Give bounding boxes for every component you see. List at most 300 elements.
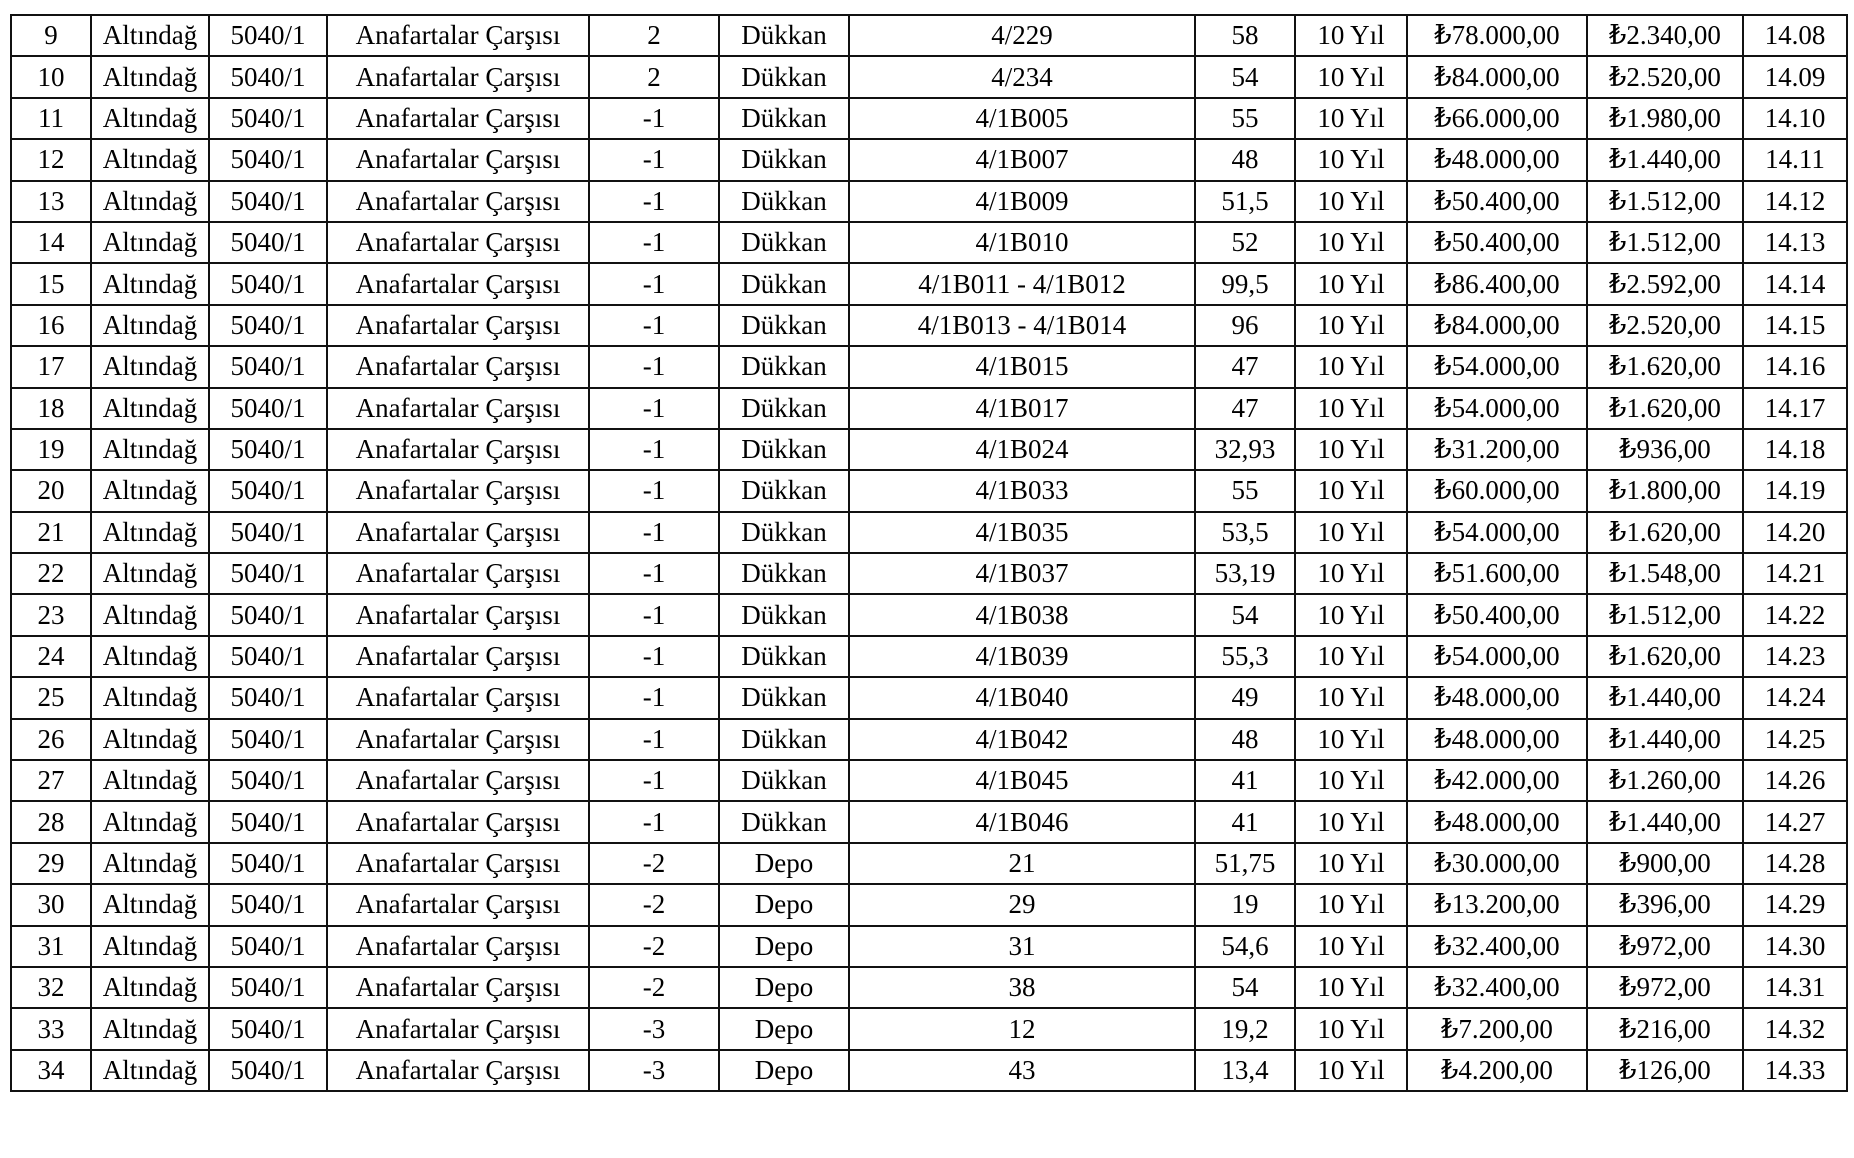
row-number-cell: 20: [11, 470, 91, 511]
annual-rent-cell: ₺84.000,00: [1407, 305, 1587, 346]
unit-number-cell: 4/1B037: [849, 553, 1195, 594]
location-cell: Anafartalar Çarşısı: [327, 1008, 589, 1049]
deposit-cell: ₺1.440,00: [1587, 677, 1743, 718]
floor-cell: -1: [589, 346, 719, 387]
type-cell: Depo: [719, 1050, 849, 1091]
item-number-cell: 14.25: [1743, 719, 1847, 760]
row-number-cell: 9: [11, 15, 91, 56]
parcel-cell: 5040/1: [209, 843, 327, 884]
unit-number-cell: 38: [849, 967, 1195, 1008]
parcel-cell: 5040/1: [209, 388, 327, 429]
area-cell: 53,19: [1195, 553, 1295, 594]
annual-rent-cell: ₺54.000,00: [1407, 512, 1587, 553]
deposit-cell: ₺900,00: [1587, 843, 1743, 884]
area-cell: 52: [1195, 222, 1295, 263]
parcel-cell: 5040/1: [209, 512, 327, 553]
deposit-cell: ₺216,00: [1587, 1008, 1743, 1049]
location-cell: Anafartalar Çarşısı: [327, 843, 589, 884]
unit-number-cell: 4/1B039: [849, 636, 1195, 677]
type-cell: Dükkan: [719, 98, 849, 139]
parcel-cell: 5040/1: [209, 470, 327, 511]
table-row: [11, 967, 1847, 1008]
annual-rent-cell: ₺54.000,00: [1407, 346, 1587, 387]
table-row: [11, 56, 1847, 97]
table-row: [11, 719, 1847, 760]
type-cell: Dükkan: [719, 263, 849, 304]
floor-cell: -1: [589, 263, 719, 304]
unit-number-cell: 4/1B045: [849, 760, 1195, 801]
unit-number-cell: 4/234: [849, 56, 1195, 97]
item-number-cell: 14.17: [1743, 388, 1847, 429]
table-row: [11, 263, 1847, 304]
unit-number-cell: 29: [849, 884, 1195, 925]
unit-number-cell: 4/1B009: [849, 181, 1195, 222]
deposit-cell: ₺1.512,00: [1587, 222, 1743, 263]
table-row: [11, 1050, 1847, 1091]
parcel-cell: 5040/1: [209, 139, 327, 180]
floor-cell: -1: [589, 677, 719, 718]
item-number-cell: 14.14: [1743, 263, 1847, 304]
location-cell: Anafartalar Çarşısı: [327, 305, 589, 346]
type-cell: Dükkan: [719, 594, 849, 635]
row-number-cell: 15: [11, 263, 91, 304]
row-number-cell: 22: [11, 553, 91, 594]
annual-rent-cell: ₺48.000,00: [1407, 801, 1587, 842]
deposit-cell: ₺126,00: [1587, 1050, 1743, 1091]
table-row: [11, 636, 1847, 677]
table-row: [11, 305, 1847, 346]
row-number-cell: 23: [11, 594, 91, 635]
location-cell: Anafartalar Çarşısı: [327, 56, 589, 97]
annual-rent-cell: ₺84.000,00: [1407, 56, 1587, 97]
annual-rent-cell: ₺51.600,00: [1407, 553, 1587, 594]
location-cell: Anafartalar Çarşısı: [327, 98, 589, 139]
deposit-cell: ₺1.512,00: [1587, 594, 1743, 635]
annual-rent-cell: ₺31.200,00: [1407, 429, 1587, 470]
parcel-cell: 5040/1: [209, 719, 327, 760]
term-cell: 10 Yıl: [1295, 470, 1407, 511]
unit-number-cell: 4/1B024: [849, 429, 1195, 470]
term-cell: 10 Yıl: [1295, 677, 1407, 718]
district-cell: Altındağ: [91, 926, 209, 967]
item-number-cell: 14.11: [1743, 139, 1847, 180]
item-number-cell: 14.27: [1743, 801, 1847, 842]
parcel-cell: 5040/1: [209, 636, 327, 677]
district-cell: Altındağ: [91, 56, 209, 97]
floor-cell: -2: [589, 926, 719, 967]
row-number-cell: 32: [11, 967, 91, 1008]
district-cell: Altındağ: [91, 594, 209, 635]
district-cell: Altındağ: [91, 884, 209, 925]
floor-cell: -2: [589, 884, 719, 925]
annual-rent-cell: ₺54.000,00: [1407, 388, 1587, 429]
deposit-cell: ₺1.980,00: [1587, 98, 1743, 139]
area-cell: 99,5: [1195, 263, 1295, 304]
deposit-cell: ₺1.440,00: [1587, 801, 1743, 842]
district-cell: Altındağ: [91, 305, 209, 346]
floor-cell: -2: [589, 843, 719, 884]
district-cell: Altındağ: [91, 429, 209, 470]
unit-number-cell: 4/1B038: [849, 594, 1195, 635]
type-cell: Dükkan: [719, 470, 849, 511]
annual-rent-cell: ₺7.200,00: [1407, 1008, 1587, 1049]
term-cell: 10 Yıl: [1295, 346, 1407, 387]
type-cell: Depo: [719, 1008, 849, 1049]
document-page: [10, 14, 1848, 1092]
area-cell: 54,6: [1195, 926, 1295, 967]
parcel-cell: 5040/1: [209, 967, 327, 1008]
district-cell: Altındağ: [91, 1008, 209, 1049]
item-number-cell: 14.29: [1743, 884, 1847, 925]
district-cell: Altındağ: [91, 139, 209, 180]
deposit-cell: ₺2.520,00: [1587, 56, 1743, 97]
table-row: [11, 181, 1847, 222]
district-cell: Altındağ: [91, 967, 209, 1008]
type-cell: Dükkan: [719, 346, 849, 387]
annual-rent-cell: ₺48.000,00: [1407, 677, 1587, 718]
term-cell: 10 Yıl: [1295, 388, 1407, 429]
location-cell: Anafartalar Çarşısı: [327, 15, 589, 56]
district-cell: Altındağ: [91, 222, 209, 263]
type-cell: Depo: [719, 884, 849, 925]
parcel-cell: 5040/1: [209, 181, 327, 222]
district-cell: Altındağ: [91, 470, 209, 511]
parcel-cell: 5040/1: [209, 429, 327, 470]
item-number-cell: 14.08: [1743, 15, 1847, 56]
type-cell: Dükkan: [719, 56, 849, 97]
table-row: [11, 15, 1847, 56]
parcel-cell: 5040/1: [209, 56, 327, 97]
area-cell: 54: [1195, 56, 1295, 97]
location-cell: Anafartalar Çarşısı: [327, 512, 589, 553]
parcel-cell: 5040/1: [209, 1050, 327, 1091]
term-cell: 10 Yıl: [1295, 553, 1407, 594]
floor-cell: -1: [589, 636, 719, 677]
unit-number-cell: 4/1B046: [849, 801, 1195, 842]
location-cell: Anafartalar Çarşısı: [327, 470, 589, 511]
floor-cell: -1: [589, 512, 719, 553]
type-cell: Depo: [719, 843, 849, 884]
area-cell: 58: [1195, 15, 1295, 56]
row-number-cell: 10: [11, 56, 91, 97]
term-cell: 10 Yıl: [1295, 926, 1407, 967]
unit-number-cell: 4/1B035: [849, 512, 1195, 553]
location-cell: Anafartalar Çarşısı: [327, 181, 589, 222]
type-cell: Dükkan: [719, 553, 849, 594]
deposit-cell: ₺1.620,00: [1587, 636, 1743, 677]
unit-number-cell: 4/1B017: [849, 388, 1195, 429]
type-cell: Dükkan: [719, 429, 849, 470]
location-cell: Anafartalar Çarşısı: [327, 553, 589, 594]
type-cell: Dükkan: [719, 139, 849, 180]
item-number-cell: 14.13: [1743, 222, 1847, 263]
item-number-cell: 14.10: [1743, 98, 1847, 139]
deposit-cell: ₺1.512,00: [1587, 181, 1743, 222]
table-row: [11, 388, 1847, 429]
floor-cell: -1: [589, 388, 719, 429]
district-cell: Altındağ: [91, 760, 209, 801]
annual-rent-cell: ₺30.000,00: [1407, 843, 1587, 884]
term-cell: 10 Yıl: [1295, 305, 1407, 346]
floor-cell: -1: [589, 98, 719, 139]
unit-number-cell: 4/1B042: [849, 719, 1195, 760]
table-body: [11, 15, 1847, 1091]
item-number-cell: 14.28: [1743, 843, 1847, 884]
location-cell: Anafartalar Çarşısı: [327, 594, 589, 635]
deposit-cell: ₺1.440,00: [1587, 719, 1743, 760]
deposit-cell: ₺1.800,00: [1587, 470, 1743, 511]
parcel-cell: 5040/1: [209, 15, 327, 56]
term-cell: 10 Yıl: [1295, 843, 1407, 884]
type-cell: Dükkan: [719, 677, 849, 718]
parcel-cell: 5040/1: [209, 346, 327, 387]
type-cell: Dükkan: [719, 719, 849, 760]
area-cell: 53,5: [1195, 512, 1295, 553]
district-cell: Altındağ: [91, 181, 209, 222]
parcel-cell: 5040/1: [209, 884, 327, 925]
parcel-cell: 5040/1: [209, 98, 327, 139]
item-number-cell: 14.31: [1743, 967, 1847, 1008]
area-cell: 55: [1195, 98, 1295, 139]
item-number-cell: 14.12: [1743, 181, 1847, 222]
area-cell: 96: [1195, 305, 1295, 346]
table-row: [11, 346, 1847, 387]
row-number-cell: 11: [11, 98, 91, 139]
term-cell: 10 Yıl: [1295, 181, 1407, 222]
floor-cell: -1: [589, 760, 719, 801]
row-number-cell: 28: [11, 801, 91, 842]
row-number-cell: 18: [11, 388, 91, 429]
annual-rent-cell: ₺48.000,00: [1407, 719, 1587, 760]
parcel-cell: 5040/1: [209, 760, 327, 801]
type-cell: Dükkan: [719, 181, 849, 222]
area-cell: 55,3: [1195, 636, 1295, 677]
area-cell: 51,5: [1195, 181, 1295, 222]
location-cell: Anafartalar Çarşısı: [327, 636, 589, 677]
term-cell: 10 Yıl: [1295, 139, 1407, 180]
unit-number-cell: 4/1B011 - 4/1B012: [849, 263, 1195, 304]
district-cell: Altındağ: [91, 719, 209, 760]
row-number-cell: 27: [11, 760, 91, 801]
district-cell: Altındağ: [91, 636, 209, 677]
item-number-cell: 14.24: [1743, 677, 1847, 718]
row-number-cell: 33: [11, 1008, 91, 1049]
item-number-cell: 14.15: [1743, 305, 1847, 346]
item-number-cell: 14.18: [1743, 429, 1847, 470]
deposit-cell: ₺2.340,00: [1587, 15, 1743, 56]
item-number-cell: 14.22: [1743, 594, 1847, 635]
term-cell: 10 Yıl: [1295, 636, 1407, 677]
rental-table: [10, 14, 1848, 1092]
location-cell: Anafartalar Çarşısı: [327, 926, 589, 967]
deposit-cell: ₺936,00: [1587, 429, 1743, 470]
unit-number-cell: 4/1B010: [849, 222, 1195, 263]
unit-number-cell: 4/229: [849, 15, 1195, 56]
district-cell: Altındağ: [91, 512, 209, 553]
term-cell: 10 Yıl: [1295, 967, 1407, 1008]
item-number-cell: 14.23: [1743, 636, 1847, 677]
row-number-cell: 24: [11, 636, 91, 677]
floor-cell: 2: [589, 15, 719, 56]
area-cell: 19,2: [1195, 1008, 1295, 1049]
table-row: [11, 760, 1847, 801]
location-cell: Anafartalar Çarşısı: [327, 719, 589, 760]
deposit-cell: ₺396,00: [1587, 884, 1743, 925]
unit-number-cell: 31: [849, 926, 1195, 967]
table-row: [11, 594, 1847, 635]
deposit-cell: ₺2.592,00: [1587, 263, 1743, 304]
type-cell: Dükkan: [719, 15, 849, 56]
deposit-cell: ₺1.440,00: [1587, 139, 1743, 180]
table-row: [11, 553, 1847, 594]
table-row: [11, 139, 1847, 180]
row-number-cell: 26: [11, 719, 91, 760]
row-number-cell: 13: [11, 181, 91, 222]
deposit-cell: ₺1.620,00: [1587, 388, 1743, 429]
unit-number-cell: 4/1B007: [849, 139, 1195, 180]
parcel-cell: 5040/1: [209, 926, 327, 967]
annual-rent-cell: ₺48.000,00: [1407, 139, 1587, 180]
annual-rent-cell: ₺50.400,00: [1407, 594, 1587, 635]
term-cell: 10 Yıl: [1295, 760, 1407, 801]
annual-rent-cell: ₺42.000,00: [1407, 760, 1587, 801]
district-cell: Altındağ: [91, 801, 209, 842]
area-cell: 49: [1195, 677, 1295, 718]
term-cell: 10 Yıl: [1295, 15, 1407, 56]
table-row: [11, 98, 1847, 139]
area-cell: 47: [1195, 346, 1295, 387]
unit-number-cell: 4/1B013 - 4/1B014: [849, 305, 1195, 346]
item-number-cell: 14.09: [1743, 56, 1847, 97]
row-number-cell: 29: [11, 843, 91, 884]
floor-cell: -1: [589, 139, 719, 180]
parcel-cell: 5040/1: [209, 305, 327, 346]
area-cell: 47: [1195, 388, 1295, 429]
area-cell: 48: [1195, 139, 1295, 180]
floor-cell: -1: [589, 719, 719, 760]
floor-cell: -2: [589, 967, 719, 1008]
term-cell: 10 Yıl: [1295, 801, 1407, 842]
term-cell: 10 Yıl: [1295, 719, 1407, 760]
table-row: [11, 843, 1847, 884]
floor-cell: -1: [589, 470, 719, 511]
unit-number-cell: 12: [849, 1008, 1195, 1049]
floor-cell: -1: [589, 553, 719, 594]
term-cell: 10 Yıl: [1295, 56, 1407, 97]
annual-rent-cell: ₺32.400,00: [1407, 926, 1587, 967]
item-number-cell: 14.30: [1743, 926, 1847, 967]
unit-number-cell: 4/1B005: [849, 98, 1195, 139]
district-cell: Altındağ: [91, 15, 209, 56]
location-cell: Anafartalar Çarşısı: [327, 967, 589, 1008]
deposit-cell: ₺1.548,00: [1587, 553, 1743, 594]
area-cell: 13,4: [1195, 1050, 1295, 1091]
unit-number-cell: 43: [849, 1050, 1195, 1091]
parcel-cell: 5040/1: [209, 263, 327, 304]
parcel-cell: 5040/1: [209, 594, 327, 635]
area-cell: 48: [1195, 719, 1295, 760]
parcel-cell: 5040/1: [209, 553, 327, 594]
area-cell: 41: [1195, 801, 1295, 842]
type-cell: Dükkan: [719, 512, 849, 553]
type-cell: Dükkan: [719, 760, 849, 801]
parcel-cell: 5040/1: [209, 801, 327, 842]
location-cell: Anafartalar Çarşısı: [327, 801, 589, 842]
annual-rent-cell: ₺86.400,00: [1407, 263, 1587, 304]
term-cell: 10 Yıl: [1295, 884, 1407, 925]
type-cell: Dükkan: [719, 222, 849, 263]
annual-rent-cell: ₺66.000,00: [1407, 98, 1587, 139]
table-row: [11, 512, 1847, 553]
floor-cell: 2: [589, 56, 719, 97]
term-cell: 10 Yıl: [1295, 594, 1407, 635]
floor-cell: -1: [589, 222, 719, 263]
annual-rent-cell: ₺13.200,00: [1407, 884, 1587, 925]
annual-rent-cell: ₺50.400,00: [1407, 222, 1587, 263]
term-cell: 10 Yıl: [1295, 1008, 1407, 1049]
location-cell: Anafartalar Çarşısı: [327, 139, 589, 180]
deposit-cell: ₺1.620,00: [1587, 512, 1743, 553]
type-cell: Dükkan: [719, 801, 849, 842]
deposit-cell: ₺1.260,00: [1587, 760, 1743, 801]
term-cell: 10 Yıl: [1295, 512, 1407, 553]
parcel-cell: 5040/1: [209, 222, 327, 263]
area-cell: 55: [1195, 470, 1295, 511]
location-cell: Anafartalar Çarşısı: [327, 346, 589, 387]
district-cell: Altındağ: [91, 1050, 209, 1091]
item-number-cell: 14.19: [1743, 470, 1847, 511]
district-cell: Altındağ: [91, 98, 209, 139]
table-row: [11, 1008, 1847, 1049]
parcel-cell: 5040/1: [209, 1008, 327, 1049]
annual-rent-cell: ₺32.400,00: [1407, 967, 1587, 1008]
annual-rent-cell: ₺54.000,00: [1407, 636, 1587, 677]
location-cell: Anafartalar Çarşısı: [327, 263, 589, 304]
floor-cell: -1: [589, 181, 719, 222]
row-number-cell: 25: [11, 677, 91, 718]
row-number-cell: 14: [11, 222, 91, 263]
annual-rent-cell: ₺4.200,00: [1407, 1050, 1587, 1091]
area-cell: 32,93: [1195, 429, 1295, 470]
floor-cell: -3: [589, 1050, 719, 1091]
unit-number-cell: 21: [849, 843, 1195, 884]
term-cell: 10 Yıl: [1295, 98, 1407, 139]
item-number-cell: 14.33: [1743, 1050, 1847, 1091]
unit-number-cell: 4/1B033: [849, 470, 1195, 511]
district-cell: Altındağ: [91, 263, 209, 304]
table-row: [11, 884, 1847, 925]
row-number-cell: 16: [11, 305, 91, 346]
row-number-cell: 19: [11, 429, 91, 470]
parcel-cell: 5040/1: [209, 677, 327, 718]
location-cell: Anafartalar Çarşısı: [327, 388, 589, 429]
district-cell: Altındağ: [91, 843, 209, 884]
area-cell: 41: [1195, 760, 1295, 801]
term-cell: 10 Yıl: [1295, 263, 1407, 304]
item-number-cell: 14.16: [1743, 346, 1847, 387]
term-cell: 10 Yıl: [1295, 222, 1407, 263]
district-cell: Altındağ: [91, 553, 209, 594]
table-row: [11, 222, 1847, 263]
term-cell: 10 Yıl: [1295, 429, 1407, 470]
row-number-cell: 17: [11, 346, 91, 387]
item-number-cell: 14.20: [1743, 512, 1847, 553]
row-number-cell: 31: [11, 926, 91, 967]
unit-number-cell: 4/1B015: [849, 346, 1195, 387]
row-number-cell: 30: [11, 884, 91, 925]
location-cell: Anafartalar Çarşısı: [327, 884, 589, 925]
location-cell: Anafartalar Çarşısı: [327, 429, 589, 470]
